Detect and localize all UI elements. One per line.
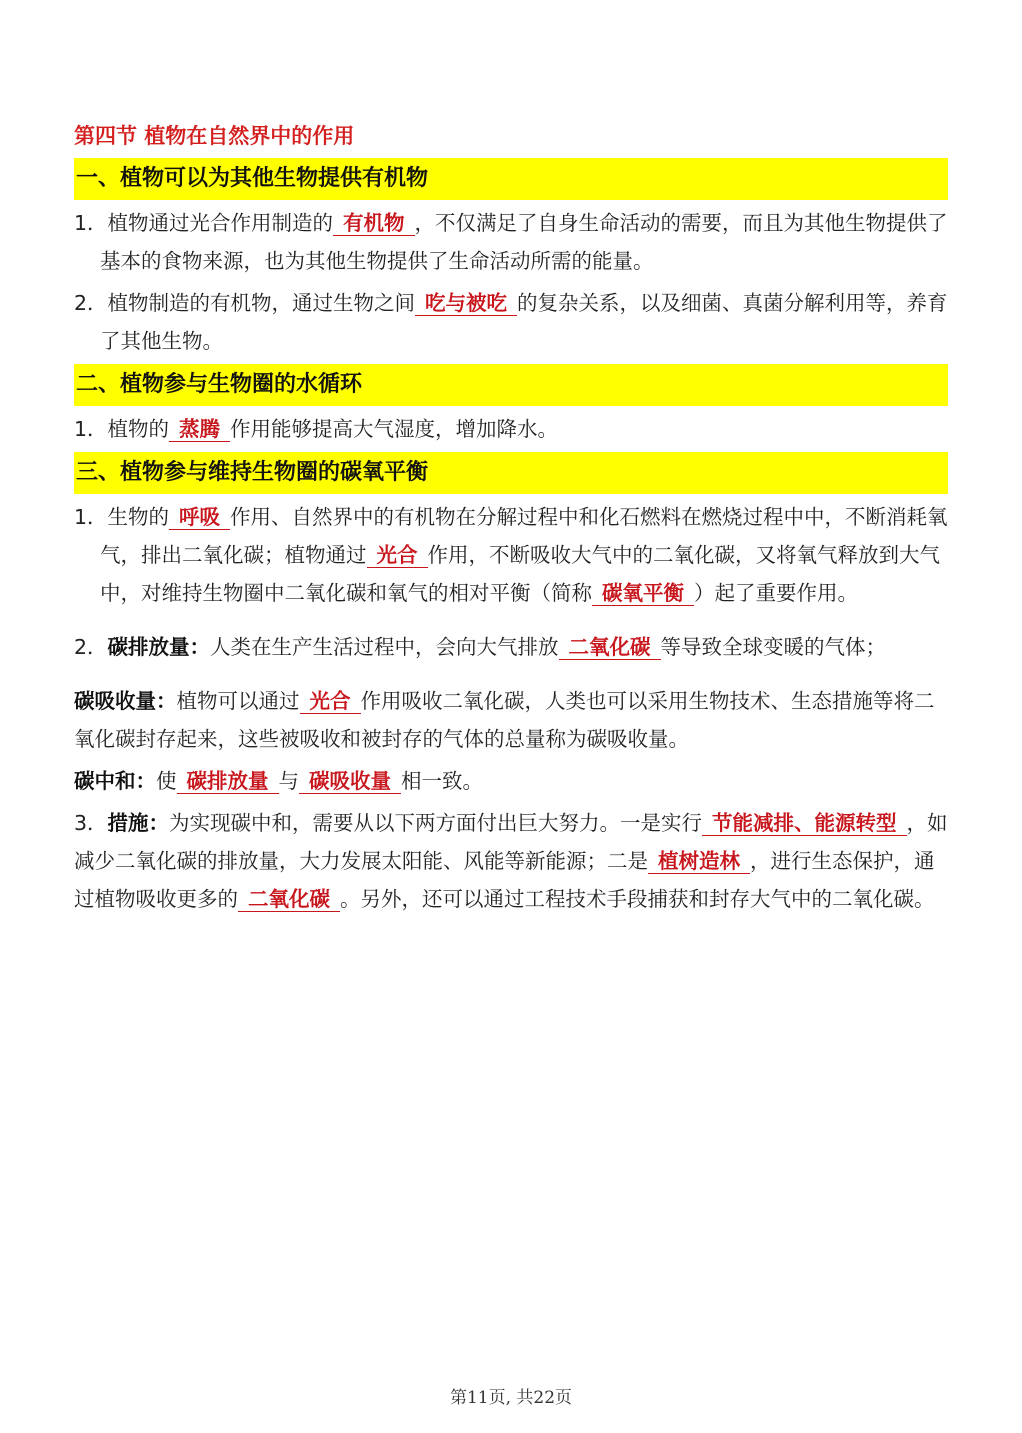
section-title: 第四节 植物在自然界中的作用: [74, 124, 355, 148]
answer-blank: 碳排放量: [177, 769, 279, 794]
paragraph-8: [74, 804, 948, 918]
text: 使: [156, 769, 177, 793]
text: 等导致全球变暖的气体；: [660, 635, 887, 659]
answer-blank: 吃与被吃: [415, 291, 517, 316]
term-label: 碳吸收量：: [74, 689, 177, 713]
text: 人类在生产生活过程中，会向大气排放: [210, 635, 559, 659]
text: ）起了重要作用。: [694, 581, 858, 605]
text: 作用，不断吸收大气中的二氧化碳，又将氧气释放到大气中，对维持生物圈中二氧化碳和氧气的相对平衡（简称: [100, 543, 940, 605]
paragraph-6: [74, 682, 948, 758]
heading-3: 三、植物参与维持生物圈的碳氧平衡: [74, 452, 948, 494]
text: 1．植物的: [74, 417, 170, 441]
text: 2．: [74, 635, 108, 659]
answer-blank: 二氧化碳: [559, 635, 661, 660]
answer-blank: 二氧化碳: [238, 887, 340, 912]
text: ，进行生态保护，通过植物吸收更多的: [74, 849, 935, 911]
paragraph-1: [74, 204, 948, 280]
text: 的复杂关系，以及细菌、真菌分解利用等，养育了其他生物。: [100, 291, 948, 353]
paragraph-7: [74, 762, 948, 800]
term-label: 措施：: [107, 811, 170, 835]
page-footer: 第11页, 共22页: [449, 1388, 573, 1408]
text: ，不仅满足了自身生命活动的需要，而且为其他生物提供了基本的食物来源，也为其他生物提供了生命活动所需的能量。: [100, 211, 948, 273]
text: 3．: [74, 811, 108, 835]
document-page: [74, 120, 948, 922]
heading-2: 二、植物参与生物圈的水循环: [74, 364, 948, 406]
answer-blank: 光合: [367, 543, 428, 568]
text: 。另外，还可以通过工程技术手段捕获和封存大气中的二氧化碳。: [340, 887, 935, 911]
text: ，如减少二氧化碳的排放量，大力发展太阳能、风能等新能源；二是: [74, 811, 948, 873]
answer-blank: 呼吸: [169, 505, 230, 530]
text: 为实现碳中和，需要从以下两方面付出巨大努力。一是实行: [169, 811, 703, 835]
answer-blank: 碳吸收量: [299, 769, 401, 794]
paragraph-2: [74, 284, 948, 360]
paragraph-3: [74, 410, 948, 448]
answer-blank: 节能减排、能源转型: [702, 811, 907, 836]
answer-blank: 植树造林: [648, 849, 750, 874]
term-label: 碳中和：: [74, 769, 156, 793]
answer-blank: 蒸腾: [169, 417, 230, 442]
term-label: 碳排放量：: [107, 635, 211, 659]
paragraph-4: [74, 498, 948, 612]
text: 1．植物通过光合作用制造的: [74, 211, 334, 235]
text: 与: [278, 769, 299, 793]
text: 1．生物的: [74, 505, 170, 529]
paragraph-5: [74, 628, 948, 666]
answer-blank: 有机物: [333, 211, 415, 236]
answer-blank: 光合: [300, 689, 361, 714]
heading-1: 一、植物可以为其他生物提供有机物: [74, 158, 948, 200]
text: 作用吸收二氧化碳，人类也可以采用生物技术、生态措施等将二氧化碳封存起来，这些被吸收和被封存的气体的总量称为碳吸收量。: [74, 689, 935, 751]
text: 植物可以通过: [176, 689, 300, 713]
answer-blank: 碳氧平衡: [592, 581, 694, 606]
text: 作用能够提高大气湿度，增加降水。: [230, 417, 559, 441]
text: 相一致。: [401, 769, 483, 793]
text: 作用、自然界中的有机物在分解过程中和化石燃料在燃烧过程中中，不断消耗氧气，排出二氧化碳；植物通过: [100, 505, 948, 567]
text: 2．植物制造的有机物，通过生物之间: [74, 291, 416, 315]
